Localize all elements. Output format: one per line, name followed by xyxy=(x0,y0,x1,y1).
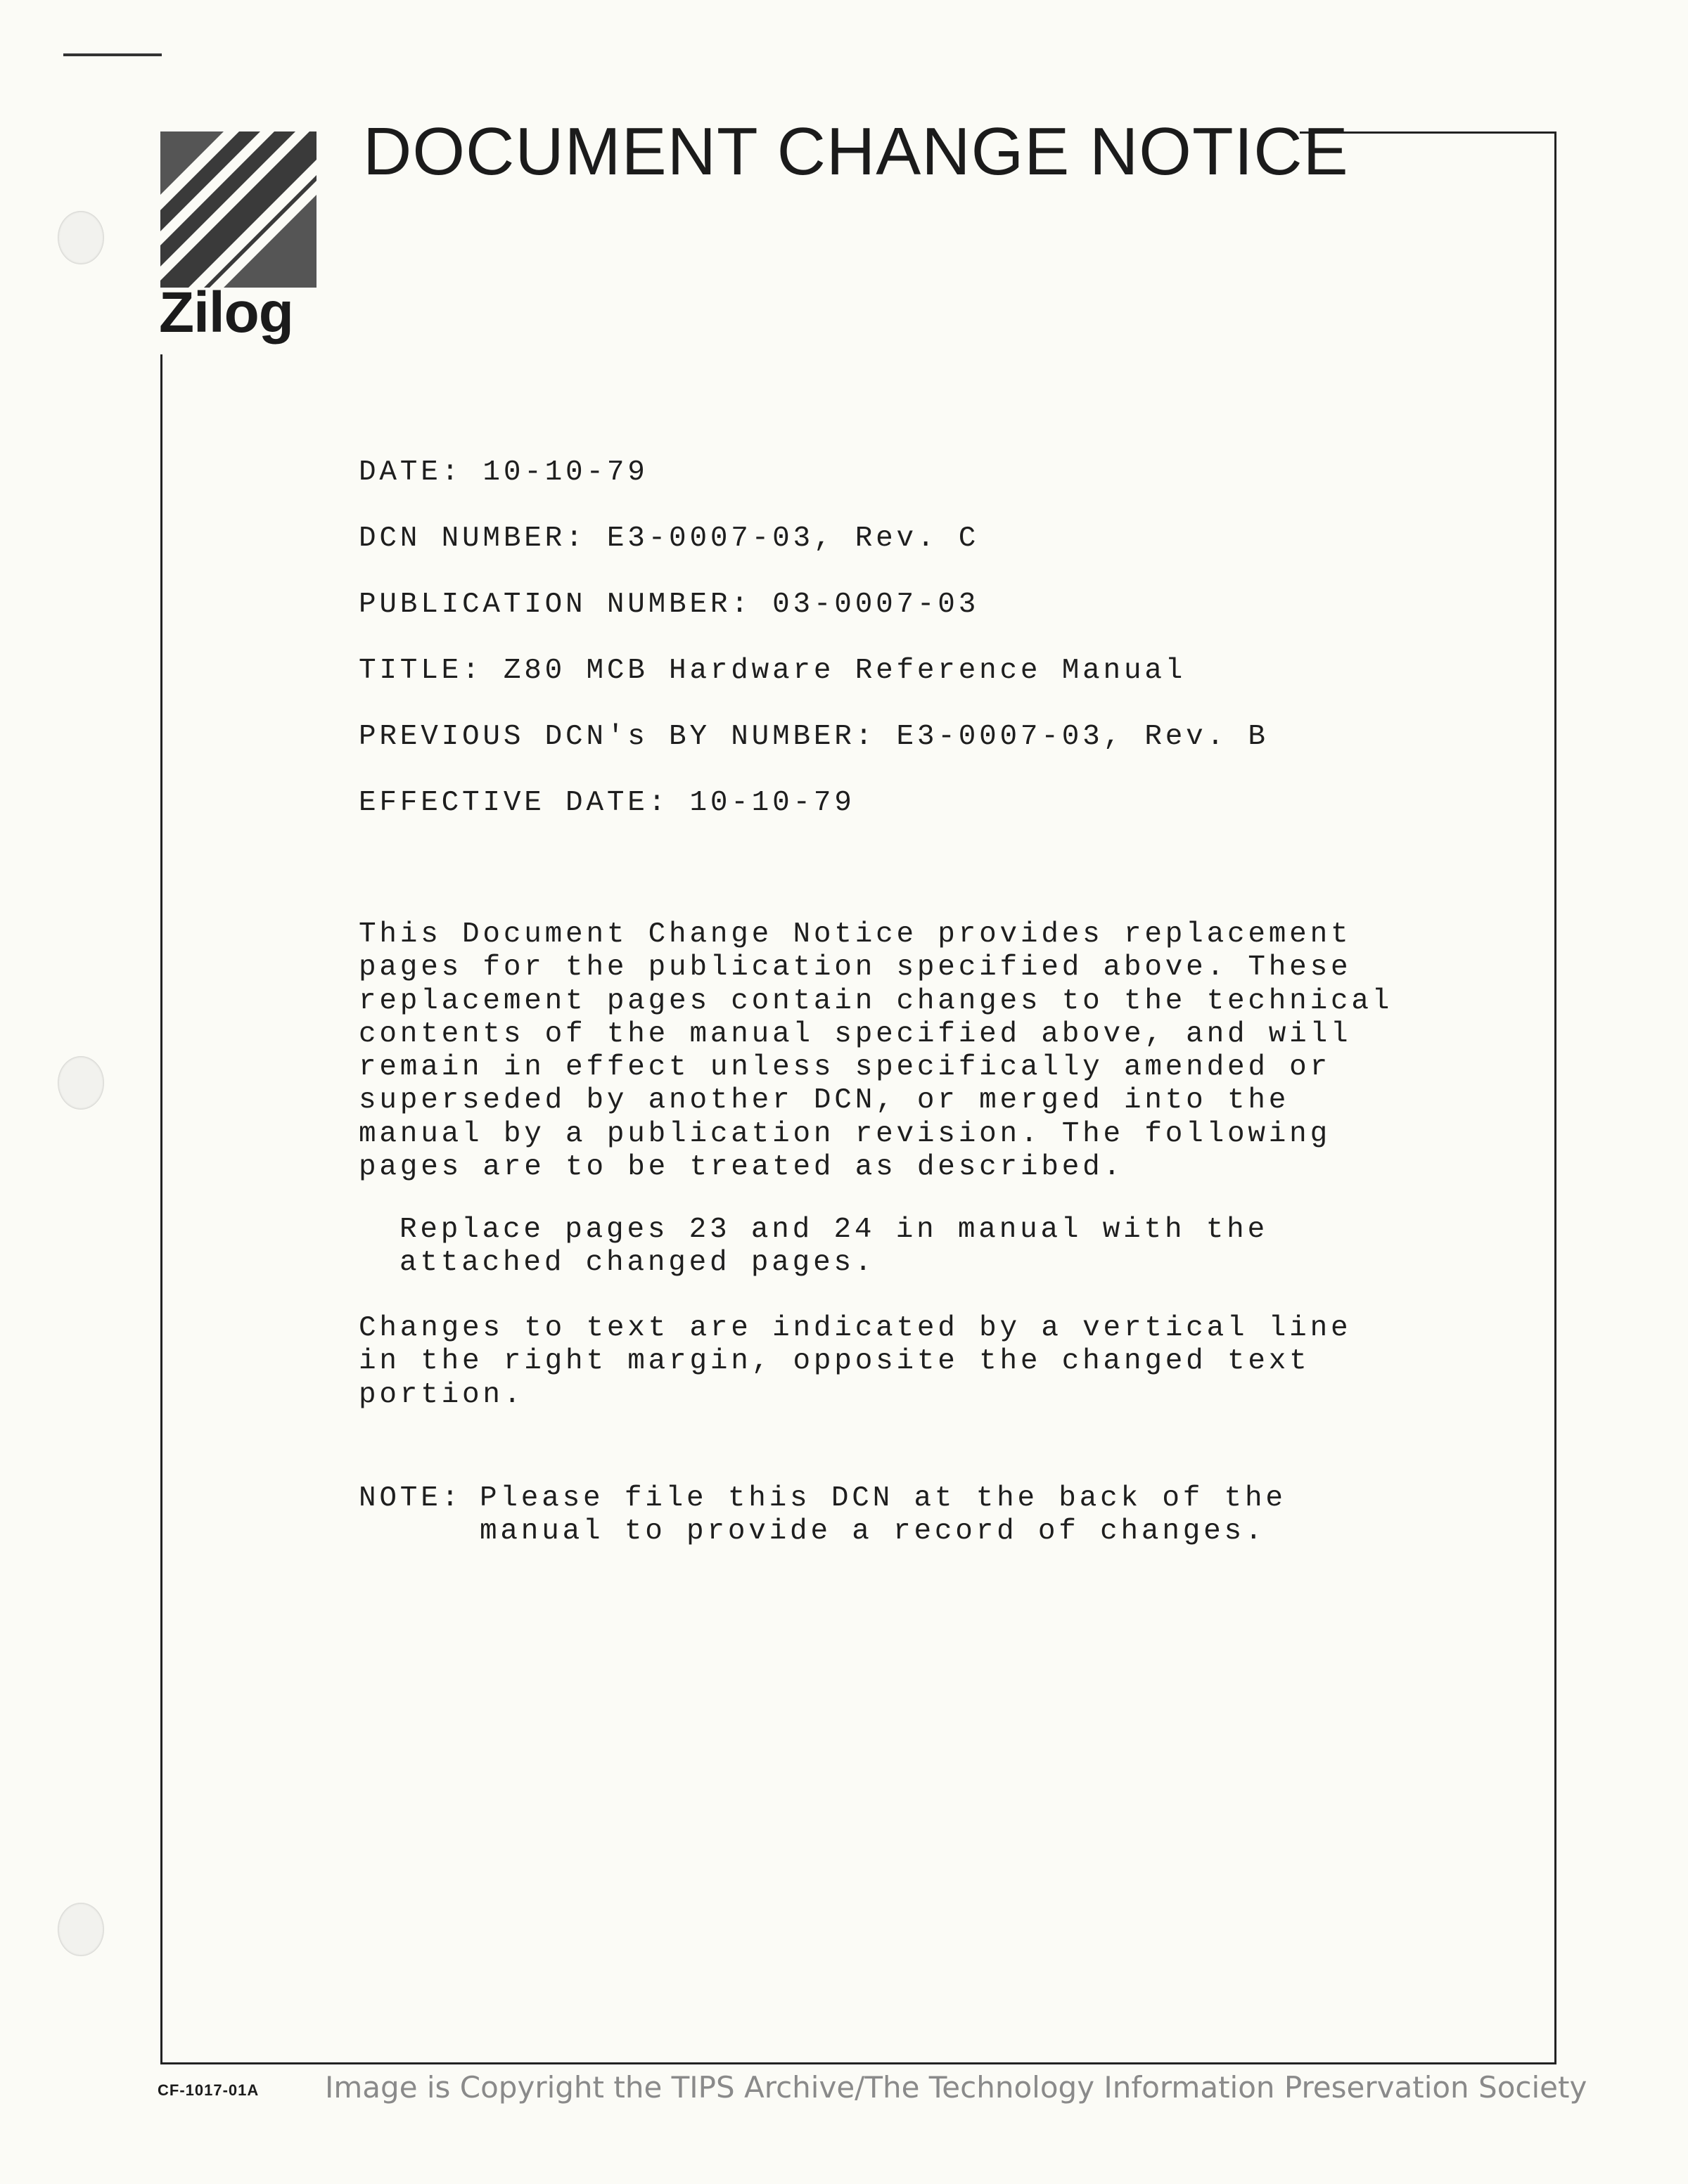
instruction-paragraph: Replace pages 23 and 24 in manual with the attached changed pages. xyxy=(399,1214,1268,1280)
zilog-logo-icon xyxy=(160,131,316,288)
frame-left-border xyxy=(160,354,162,2064)
hole-punch-middle xyxy=(58,1056,104,1110)
intro-paragraph: This Document Change Notice provides replacement pages for the publication specified above. These replacement pages contain changes to the technical contents of the manual specified above, and will remain in effect unless specifically amended or superseded by another DCN, or merged into the manual by a publication revision. The following pages are to be treated as described. xyxy=(359,918,1393,1184)
manual-title-field: TITLE: Z80 MCB Hardware Reference Manual xyxy=(359,655,1187,687)
frame-bottom-border xyxy=(160,2062,1556,2064)
date-field: DATE: 10-10-79 xyxy=(359,456,648,489)
frame-right-border xyxy=(1554,131,1556,2064)
note-text: Please file this DCN at the back of the manual to provide a record of changes. xyxy=(480,1482,1286,1548)
dcn-number-field: DCN NUMBER: E3-0007-03, Rev. C xyxy=(359,522,980,555)
previous-dcns-field: PREVIOUS DCN's BY NUMBER: E3-0007-03, Rev. B xyxy=(359,721,1269,753)
publication-number-field: PUBLICATION NUMBER: 03-0007-03 xyxy=(359,589,980,621)
stray-top-rule xyxy=(63,53,162,56)
effective-date-field: EFFECTIVE DATE: 10-10-79 xyxy=(359,787,855,819)
page-title: DOCUMENT CHANGE NOTICE xyxy=(363,114,1349,189)
changes-indicator-paragraph: Changes to text are indicated by a vertical line in the right margin, opposite the changed text portion. xyxy=(359,1312,1352,1411)
copyright-watermark: Image is Copyright the TIPS Archive/The Technology Information Preservation Society xyxy=(325,2070,1587,2105)
note-label: NOTE: xyxy=(359,1482,463,1515)
hole-punch-top xyxy=(58,211,104,264)
zilog-wordmark: Zilog xyxy=(159,281,293,345)
form-code: CF-1017-01A xyxy=(158,2081,260,2099)
hole-punch-bottom xyxy=(58,1903,104,1956)
